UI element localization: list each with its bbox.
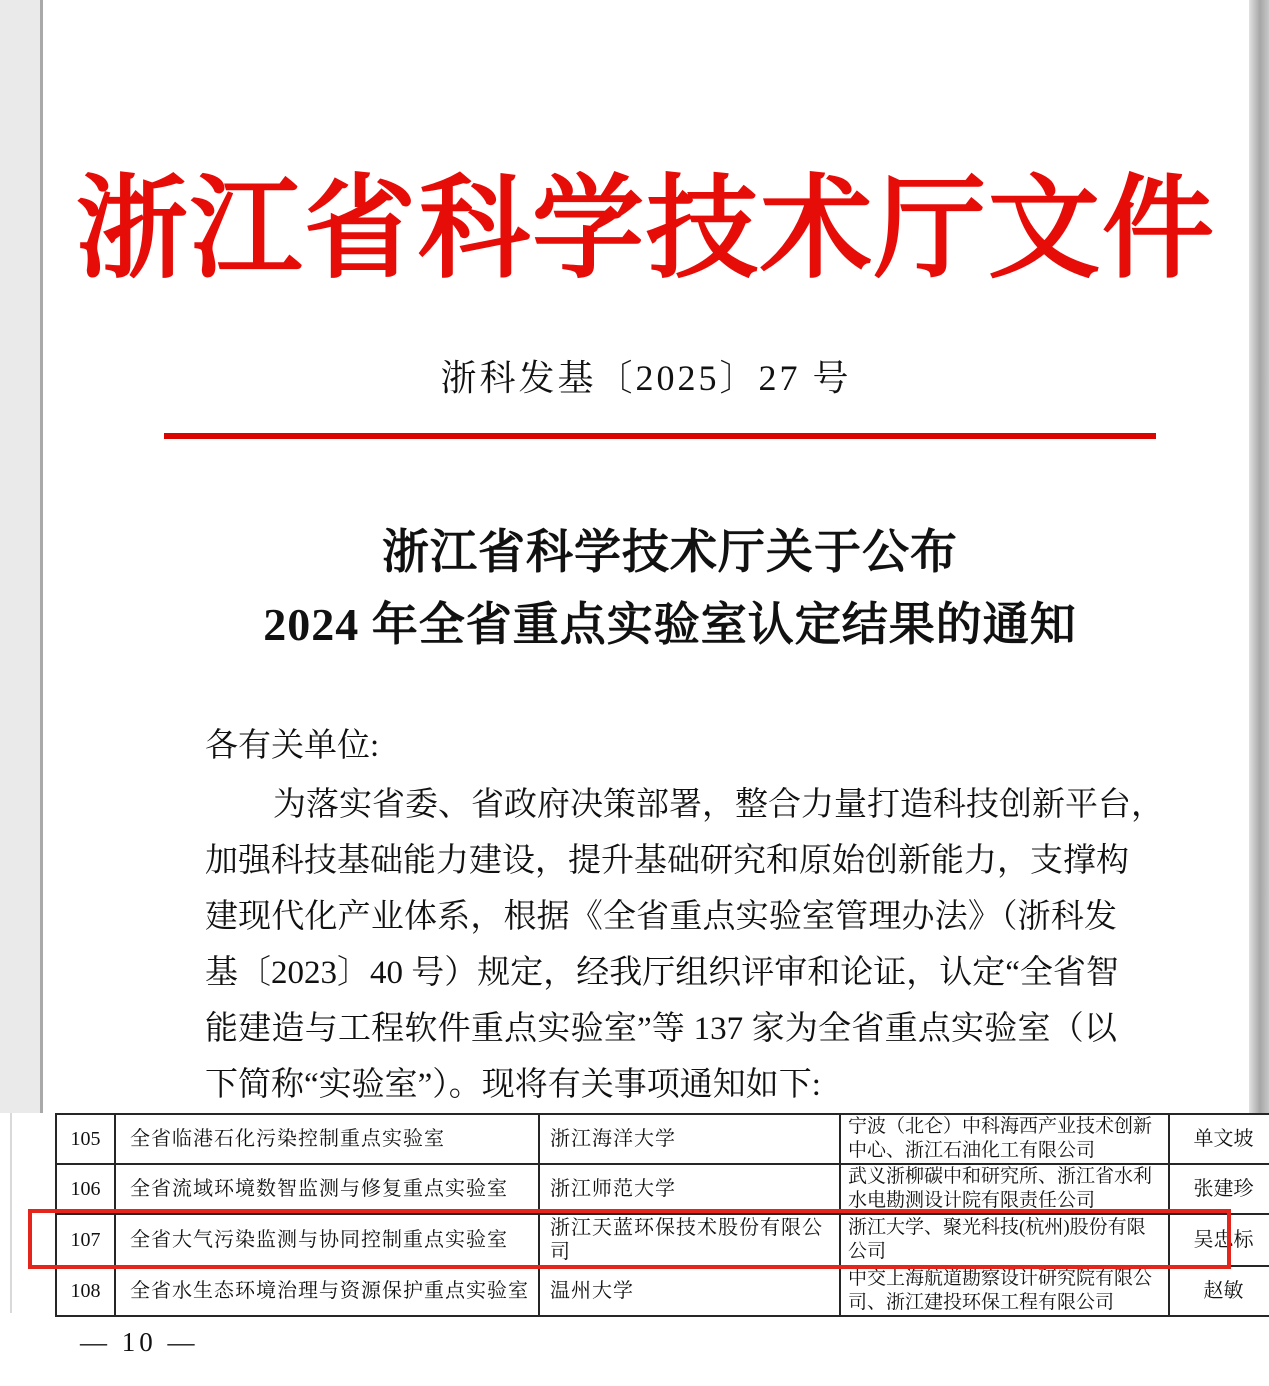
cell-lab-name: 全省临港石化污染控制重点实验室 [115,1114,539,1164]
salutation: 各有关单位: [205,728,380,764]
cell-partner-institutions: 武义浙柳碳中和研究所、浙江省水利水电勘测设计院有限责任公司 [840,1164,1169,1214]
cell-lab-name: 全省大气污染监测与协同控制重点实验室 [115,1214,539,1266]
cell-lab-name: 全省水生态环境治理与资源保护重点实验室 [115,1266,539,1316]
cell-host-institution: 温州大学 [539,1266,840,1316]
document-number: 浙科发基〔2025〕27 号 [440,358,852,398]
cell-director: 吴忠标 [1169,1214,1269,1266]
cell-row-number: 107 [56,1214,115,1266]
cell-row-number: 106 [56,1164,115,1214]
cell-partner-institutions: 中交上海航道勘察设计研究院有限公司、浙江建投环保工程有限公司 [840,1266,1169,1316]
cell-director: 张建珍 [1169,1164,1269,1214]
table-row [56,1114,1269,1164]
body-line: 能建造与工程软件重点实验室”等 137 家为全省重点实验室（以 [205,1011,1117,1047]
cell-host-institution: 浙江天蓝环保技术股份有限公司 [539,1214,840,1266]
cell-director: 单文坡 [1169,1114,1269,1164]
page-right-edge [1249,0,1269,1135]
cell-partner-institutions: 浙江大学、聚光科技(杭州)股份有限公司 [840,1214,1169,1266]
cell-lab-name: 全省流域环境数智监测与修复重点实验室 [115,1164,539,1214]
screenshot-seam [10,1113,12,1313]
cell-host-institution: 浙江师范大学 [539,1164,840,1214]
body-line: 加强科技基础能力建设，提升基础研究和原始创新能力，支撑构 [205,843,1129,879]
cell-host-institution: 浙江海洋大学 [539,1114,840,1164]
page-left-edge [0,0,43,1113]
table-row [56,1266,1269,1316]
cell-row-number: 108 [56,1266,115,1316]
table-row-highlighted [56,1214,1269,1266]
notice-heading-line2: 2024 年全省重点实验室认定结果的通知 [263,599,1077,650]
cell-director: 赵敏 [1169,1266,1269,1316]
cell-row-number: 105 [56,1114,115,1164]
cell-partner-institutions: 宁波（北仑）中科海西产业技术创新中心、浙江石油化工有限公司 [840,1114,1169,1164]
body-line: 建现代化产业体系，根据《全省重点实验室管理办法》（浙科发 [205,899,1117,935]
page-number: — 10 — [80,1327,199,1357]
lab-results-table [55,1113,1269,1317]
letterhead-rule [164,433,1156,439]
notice-heading-line1: 浙江省科学技术厅关于公布 [382,527,958,579]
body-line: 基〔2023〕40 号）规定，经我厅组织评审和论证，认定“全省智 [205,955,1119,991]
body-paragraph [205,777,1164,1113]
body-line: 下简称“实验室”）。现将有关事项通知如下: [205,1067,821,1103]
letterhead-title: 浙江省科学技术厅文件 [76,168,1216,292]
table-row [56,1164,1269,1214]
lab-results-table-section [0,1113,1269,1386]
body-line: 为落实省委、省政府决策部署，整合力量打造科技创新平台， [273,787,1164,823]
